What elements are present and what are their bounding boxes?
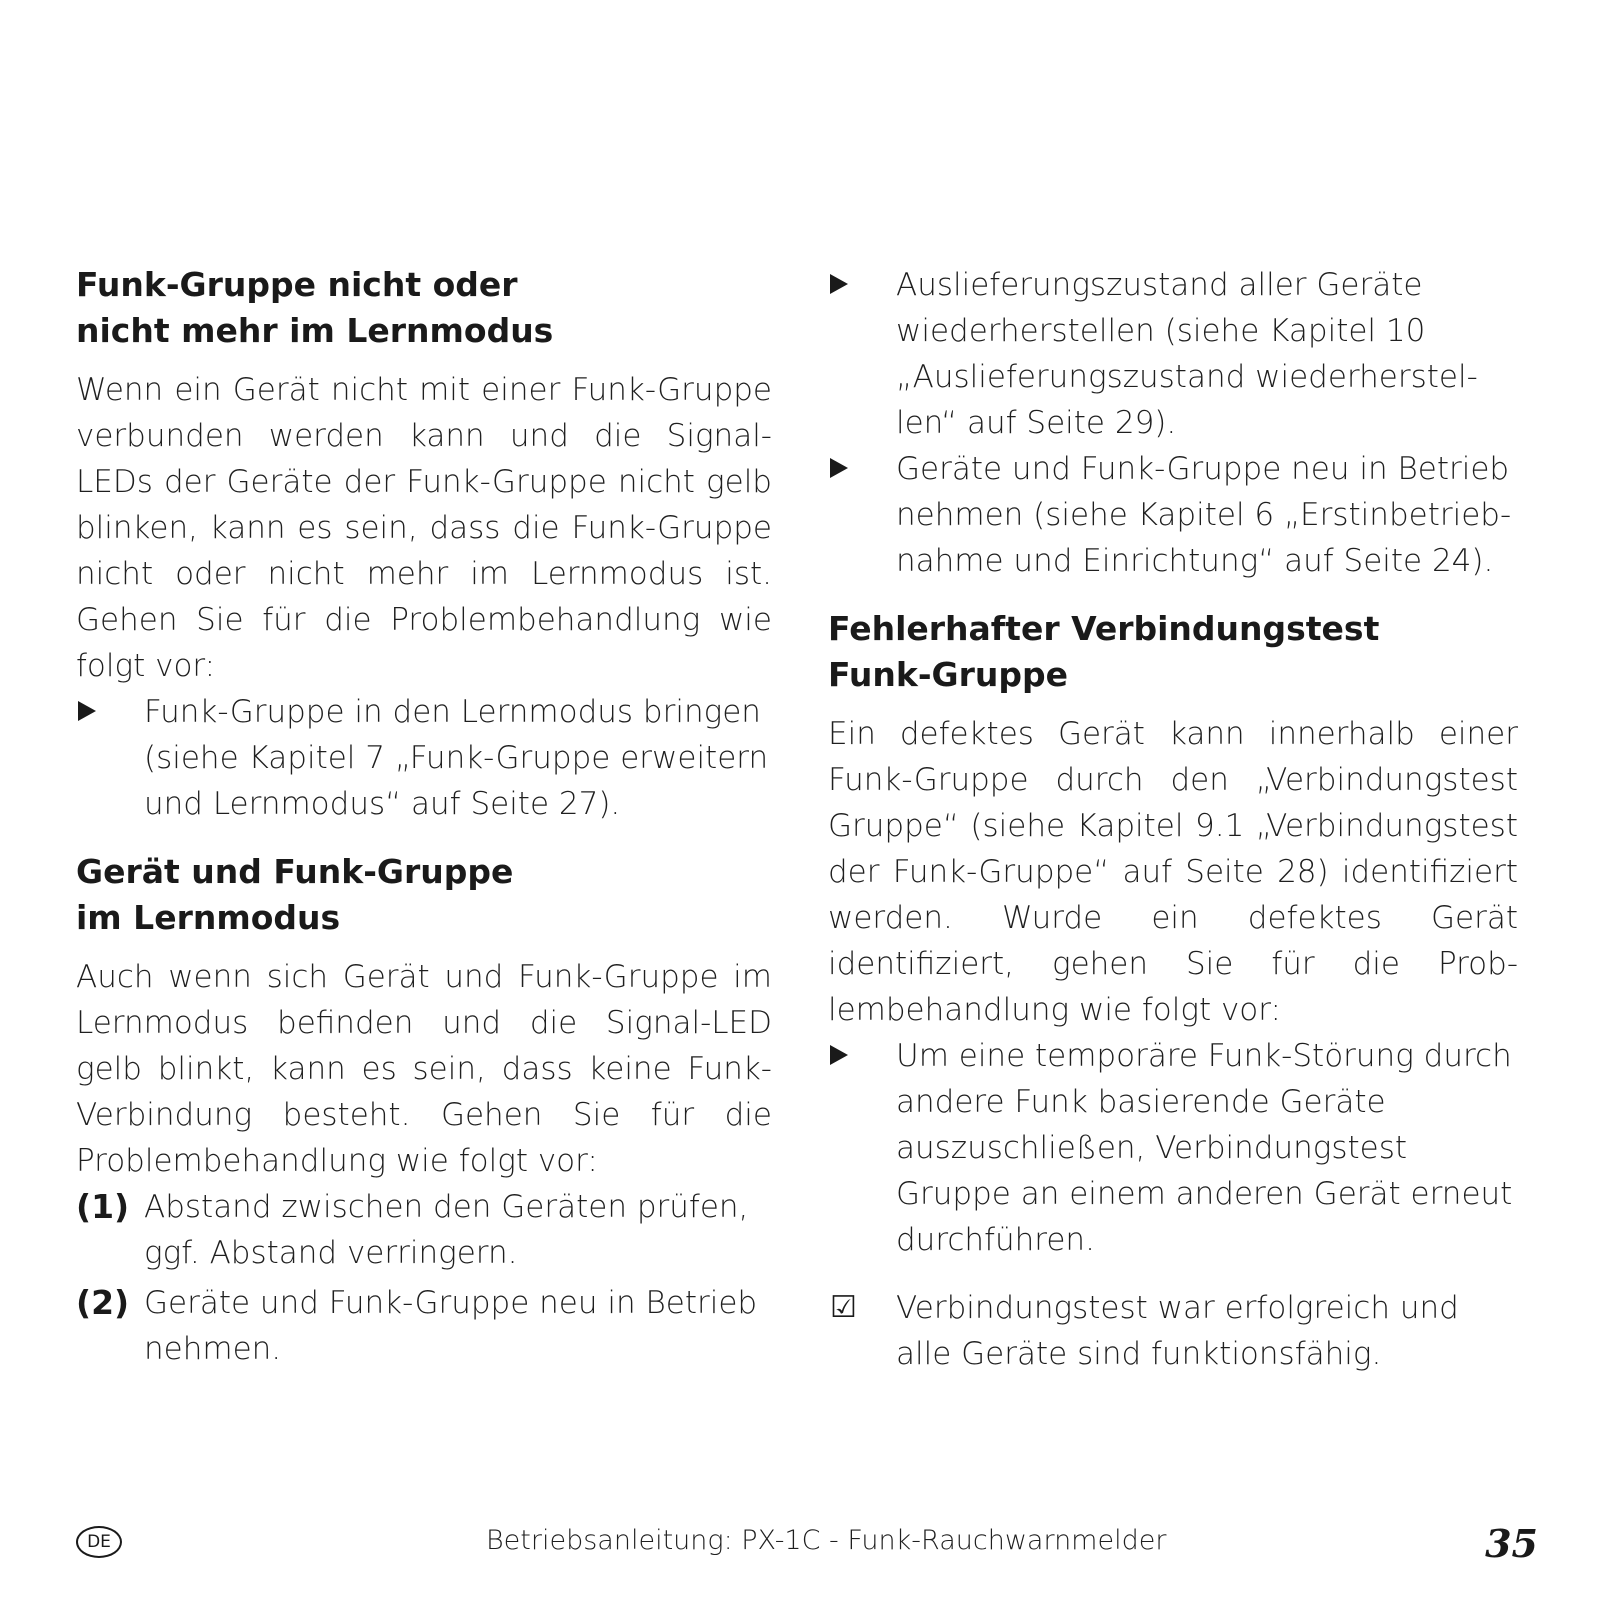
triangle-bullet-icon (830, 1033, 848, 1079)
triangle-bullet-icon (830, 446, 848, 492)
step-number: (2) (76, 1283, 130, 1322)
language-badge: DE (76, 1526, 122, 1558)
heading-line: Funk-Gruppe (828, 655, 1069, 694)
triangle-bullet-icon (830, 262, 848, 308)
heading-line: nicht mehr im Lernmodus (76, 311, 554, 350)
paragraph: Auch wenn sich Gerät und Funk-Gruppe im Lernmodus befinden und die Signal-LED gelb blinkt, kann es sein, dass keine Funk-Verbindung besteht. Gehen Sie für die Problembehandlung wie folgt vor: (76, 959, 772, 1179)
left-column (76, 262, 772, 1372)
result-item (828, 1285, 1518, 1377)
bullet-item (828, 262, 1518, 446)
bullet-item (828, 446, 1518, 584)
bullet-text: Um eine temporäre Funk-Störung durch andere Funk basierende Geräte auszuschließen, Verbindungstest Gruppe an einem anderen Gerät erneut durchführen. (896, 1038, 1513, 1258)
section-heading-fehlerhafter-verbindungstest (828, 606, 1518, 698)
bullet-text: Auslieferungszustand aller Geräte wiederherstellen (siehe Kapitel 10 „Auslieferungszustand wiederherstellen“ auf Seite 29). (896, 267, 1478, 441)
heading-line: im Lernmodus (76, 898, 341, 937)
section-heading-geraet-und-funk-gruppe (76, 849, 772, 941)
step-text: Abstand zwischen den Geräten prüfen, ggf. Abstand verringern. (144, 1189, 749, 1271)
heading-line: Funk-Gruppe nicht oder (76, 265, 518, 304)
heading-line: Gerät und Funk-Gruppe (76, 852, 514, 891)
bullet-text: Geräte und Funk-Gruppe neu in Betrieb nehmen (siehe Kapitel 6 „Erstinbetriebnahme und Einrichtung“ auf Seite 24). (896, 451, 1512, 579)
triangle-bullet-icon (78, 689, 96, 735)
document-title: Betriebsanleitung: PX-1C - Funk-Rauchwarnmelder (486, 1525, 1167, 1556)
bullet-text: Funk-Gruppe in den Lernmodus bringen (siehe Kapitel 7 „Funk-Gruppe erweitern und Lernmodus“ auf Seite 27). (144, 694, 769, 822)
checkbox-checked-icon: ☑ (830, 1290, 857, 1325)
heading-line: Fehlerhafter Verbindungstest (828, 609, 1380, 648)
paragraph: Wenn ein Gerät nicht mit einer Funk-Gruppe verbunden werden kann und die Signal-LEDs der Geräte der Funk-Gruppe nicht gelb blinken, kann es sein, dass die Funk-Gruppe nicht oder nicht mehr im Lernmodus ist. Gehen Sie für die Problembehandlung wie folgt vor: (76, 372, 772, 684)
step-number: (1) (76, 1187, 130, 1226)
numbered-step (76, 1280, 772, 1372)
bullet-item (76, 689, 772, 827)
result-text: Verbindungstest war erfolgreich und alle Geräte sind funktionsfähig. (896, 1290, 1459, 1372)
numbered-step (76, 1184, 772, 1276)
bullet-item (828, 1033, 1518, 1263)
section-heading-funk-gruppe-nicht-lernmodus (76, 262, 772, 354)
page-footer (0, 1522, 1600, 1572)
paragraph: Ein defektes Gerät kann innerhalb einer Funk-Gruppe durch den „Verbindungstest Gruppe“ (siehe Kapitel 9.1 „Verbindungstest der Funk-Gruppe“ auf Seite 28) identifiziert werden. Wurde ein defektes Gerät identifiziert, gehen Sie für die Problembehandlung wie folgt vor: (828, 716, 1518, 1028)
page-number: 35 (1485, 1521, 1538, 1566)
step-text: Geräte und Funk-Gruppe neu in Betrieb nehmen. (144, 1285, 758, 1367)
right-column (828, 262, 1518, 1377)
